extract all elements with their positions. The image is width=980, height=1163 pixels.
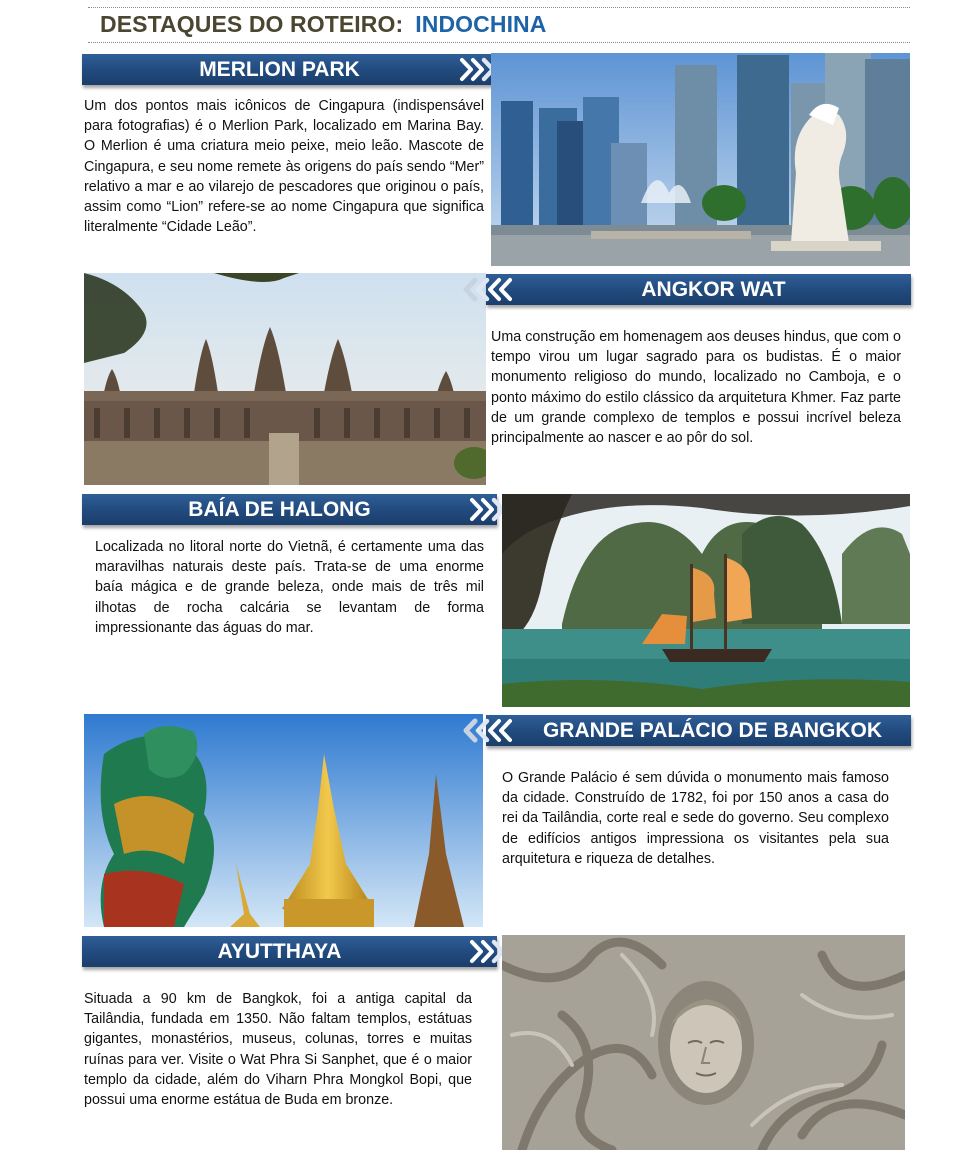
chevron-left-icon [458,715,514,746]
halong-description: Localizada no litoral norte do Vietnã, é certamente uma das maravilhas naturais deste país. Trata-se de uma enorme baía mágica e de grande beleza, onde mais de três mil ilhotas de rocha calcária se levantam de forma impressionante das águas do mar. [95,539,484,636]
ayutthaya-heading: AYUTTHAYA [217,940,342,963]
title-dotted-rule [88,42,910,43]
halong-bay-photo [502,494,910,707]
merlion-band [82,54,497,85]
palace-description: O Grande Palácio é sem dúvida o monumento mais famoso da cidade. Construído de 1782, foi por 150 anos a casa do rei da Tailândia, corte real e sede do governo. Seu complexo de edifícios antigos impressiona os visitantes pela sua arquitetura e riqueza de detalhes. [502,770,889,867]
halong-heading: BAÍA DE HALONG [188,498,371,521]
page-title [100,11,546,38]
ayutthaya-description: Situada a 90 km de Bangkok, foi a antiga capital da Tailândia, fundada em 1350. Não faltam templos, estátuas gigantes, monastérios, museus, colunas, torres e muitas ruínas para ver. Visite o Wat Phra Si Sanphet, que é o maior templo da cidade, além do Viharn Phra Mongkol Bopi, que possui uma enorme estátua de Buda em bronze. [84,991,472,1109]
top-dotted-rule [88,7,910,8]
merlion-description: Um dos pontos mais icônicos de Cingapura (indispensável para fotografias) é o Merlion Park, localizado em Marina Bay. O Merlion é uma criatura meio peixe, meio leão. Mascote de Cingapura, e seu nome remete às origens do país sendo “Mer” relativo a mar e ao vilarejo de pescadores que originou o país, assim como “Lion” refere-se ao nome Cingapura que significa literalmente “Cidade Leão”. [84,98,484,236]
merlion-heading: MERLION PARK [199,58,360,81]
angkor-wat-photo [84,273,486,485]
halong-band [82,494,497,525]
palace-band [486,715,911,746]
angkor-description: Uma construção em homenagem aos deuses hindus, que com o tempo virou um lugar sagrado para os budistas. É o maior monumento religioso do mundo, localizado no Camboja, e o ponto máximo do estilo clássico da arquitetura Khmer. Faz parte de um grande complexo de templos e possui incrível beleza principalmente ao nascer e ao pôr do sol. [491,329,901,447]
ayutthaya-band [82,936,497,967]
ayutthaya-buddha-photo [502,935,905,1150]
palace-heading: GRANDE PALÁCIO DE BANGKOK [542,719,883,742]
grand-palace-photo [84,714,483,927]
angkor-heading: ANGKOR WAT [641,278,786,301]
chevron-left-icon [458,274,514,305]
merlion-photo [491,53,910,266]
page-title-text: DESTAQUES DO ROTEIRO: [100,11,404,37]
page-title-region: INDOCHINA [415,11,547,37]
angkor-band [486,274,911,305]
